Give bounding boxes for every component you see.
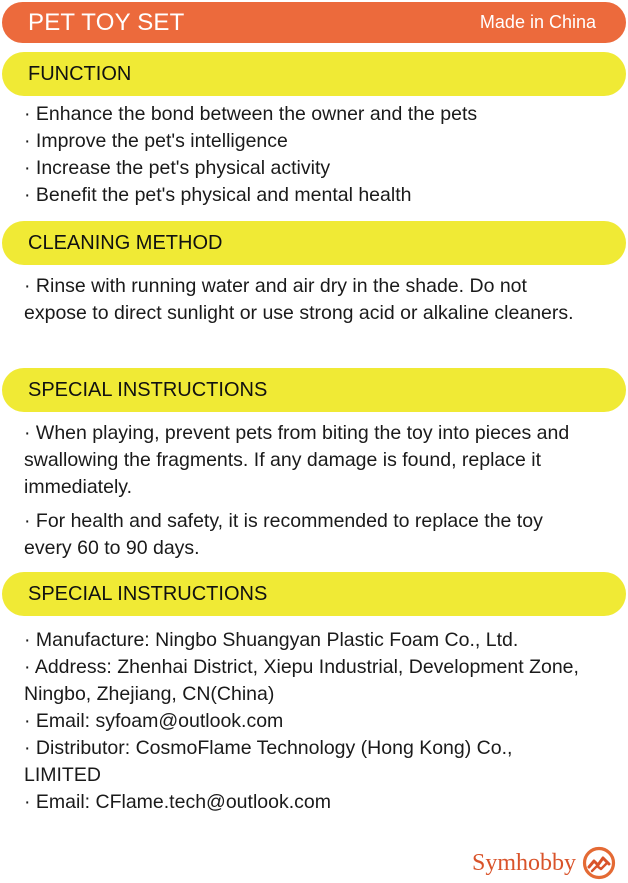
text-line: every 60 to 90 days. — [24, 537, 200, 559]
manufacturer-heading: SPECIAL INSTRUCTIONS — [2, 572, 626, 616]
manufacturer-text — [24, 627, 624, 816]
text-line: · Address: Zhenhai District, Xiepu Industrial, Development Zone, — [24, 656, 579, 678]
cleaning-text — [24, 273, 624, 327]
text-line: immediately. — [24, 476, 133, 498]
text-line: Ningbo, Zhejiang, CN(China) — [24, 683, 275, 705]
header-banner — [2, 2, 626, 43]
text-line: · When playing, prevent pets from biting the toy into pieces and — [24, 422, 570, 444]
cleaning-heading: CLEANING METHOD — [2, 221, 626, 265]
brand-footer — [472, 845, 616, 881]
list-item: · Enhance the bond between the owner and the pets — [24, 103, 478, 125]
text-line: LIMITED — [24, 764, 101, 786]
origin-label: Made in China — [479, 12, 596, 32]
list-item: · Increase the pet's physical activity — [24, 157, 331, 179]
text-line: · Rinse with running water and air dry in the shade. Do not — [24, 275, 527, 297]
text-line: · Distributor: CosmoFlame Technology (Hong Kong) Co., — [24, 737, 513, 759]
text-line: · Email: CFlame.tech@outlook.com — [24, 791, 331, 813]
special-text-1 — [24, 420, 624, 501]
symhobby-logo-icon — [582, 846, 616, 880]
list-item: · Benefit the pet's physical and mental health — [24, 184, 412, 206]
function-list — [24, 101, 624, 209]
special-heading: SPECIAL INSTRUCTIONS — [2, 368, 626, 412]
special-text-2 — [24, 508, 624, 562]
text-line: · For health and safety, it is recommended to replace the toy — [24, 510, 543, 532]
text-line: expose to direct sunlight or use strong acid or alkaline cleaners. — [24, 302, 574, 324]
function-heading: FUNCTION — [2, 52, 626, 96]
text-line: · Manufacture: Ningbo Shuangyan Plastic Foam Co., Ltd. — [24, 629, 519, 651]
list-item: · Improve the pet's intelligence — [24, 130, 288, 152]
page-title: PET TOY SET — [28, 8, 185, 36]
text-line: · Email: syfoam@outlook.com — [24, 710, 284, 732]
brand-name: Symhobby — [471, 849, 576, 876]
text-line: swallowing the fragments. If any damage is found, replace it — [24, 449, 542, 471]
